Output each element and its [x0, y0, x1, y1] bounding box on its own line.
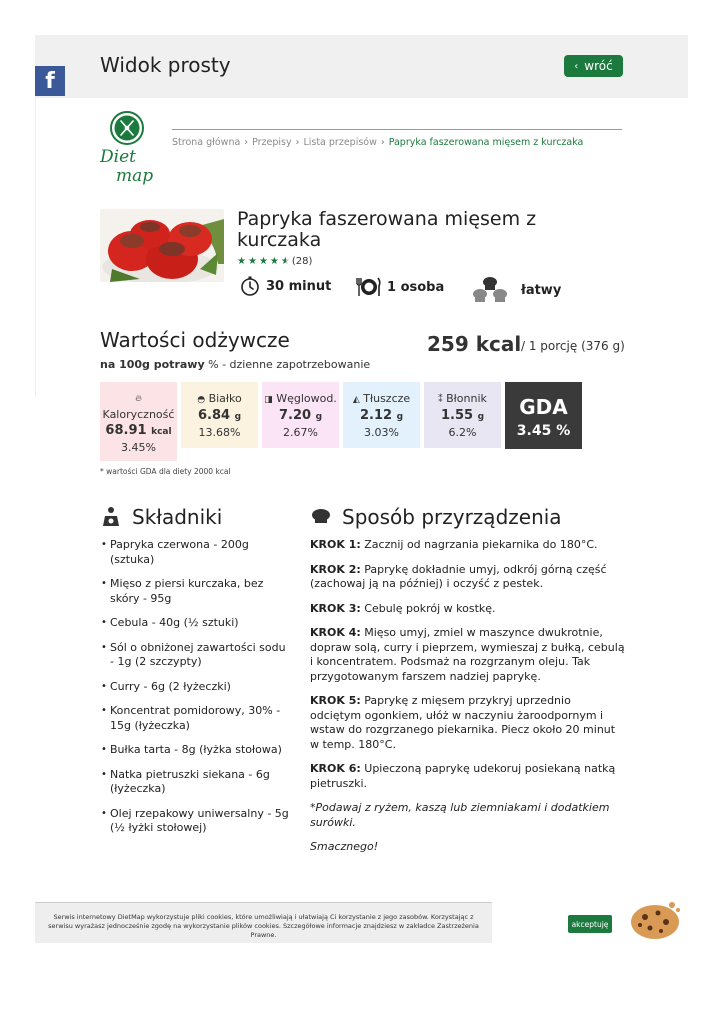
- nutrient-percent: 13.68%: [198, 426, 241, 439]
- ingredient-item: • Papryka czerwona - 200g (sztuka): [100, 538, 290, 567]
- ingredients-title: Składniki: [132, 505, 223, 529]
- step-item: KROK 4: Mięso umyj, zmiel w maszynce dwukrotnie, dopraw solą, curry i pieprzem, wymieszaj z bułką, cebulą i koncentratem. Podsmaż na rozgrzanym oleju. Tak przygotowanym farszem nadziej paprykę.: [310, 626, 625, 683]
- nutrient-value: 2.12 g: [359, 408, 404, 423]
- nutrient-percent: 2.67%: [283, 426, 318, 439]
- logo-text-diet: Diet: [100, 147, 136, 167]
- cookie-icon: [628, 900, 683, 942]
- ingredients-list: [100, 538, 290, 846]
- ingredient-item: • Koncentrat pomidorowy, 30% - 15g (łyżeczka): [100, 704, 290, 733]
- drop-icon: ◭: [352, 395, 360, 405]
- step-item: KROK 2: Paprykę dokładnie umyj, odkrój górną część (zachowaj ją na później) i oczyść z pestek.: [310, 562, 607, 590]
- chef-hat-icon: [310, 506, 332, 528]
- top-bar: [35, 35, 688, 98]
- nutrient-percent: 3.45%: [121, 441, 156, 454]
- chevron-right-icon: ›: [295, 137, 300, 148]
- star-icon[interactable]: ★: [237, 256, 246, 267]
- gda-footnote: * wartości GDA dla diety 2000 kcal: [100, 467, 231, 476]
- ingredient-item: • Natka pietruszki siekana - 6g (łyżeczka): [100, 768, 290, 797]
- nutrient-value: 6.84 g: [197, 408, 242, 423]
- closing-text: Smacznego!: [310, 840, 379, 853]
- nutrient-value: 1.55 g: [440, 408, 485, 423]
- star-icon[interactable]: ★: [258, 256, 268, 267]
- nutrient-label: ◭ Tłuszcze: [352, 392, 411, 405]
- nutrient-label: ◓ Białko: [197, 392, 242, 405]
- nutrient-value: 68.91 kcal: [105, 423, 172, 438]
- ingredient-item: • Mięso z piersi kurczaka, bez skóry - 95g: [100, 577, 290, 606]
- rating-count: (28): [291, 256, 313, 267]
- kcal-total: 259 kcal: [427, 332, 522, 356]
- prep-time-value: 30 minut: [266, 278, 332, 294]
- star-icon[interactable]: ★: [269, 256, 279, 267]
- nutrient-card-calories: [100, 382, 177, 461]
- accept-cookies-button[interactable]: akceptuję: [568, 915, 612, 933]
- rating[interactable]: [237, 256, 312, 267]
- breadcrumb-current[interactable]: Papryka faszerowana mięsem z kurczaka: [388, 137, 584, 148]
- nutrient-percent: 3.03%: [364, 426, 399, 439]
- ingredient-item: • Sól o obniżonej zawartości sodu - 1g (2 szczypty): [100, 641, 290, 670]
- divider: [35, 96, 36, 396]
- wheat-icon: ⁑: [438, 395, 443, 405]
- prep-time: [240, 276, 331, 296]
- bread-icon: ◨: [264, 395, 273, 405]
- facebook-icon[interactable]: f: [35, 66, 65, 96]
- nutrient-card-fiber: [424, 382, 501, 448]
- step-item: KROK 5: Paprykę z mięsem przykryj uprzednio odciętym ogonkiem, ułóż w naczyniu żaroodpornym i wstaw do rozgrzanego piekarnika. Piecz około 20 minut w temp. 180°C.: [310, 694, 616, 751]
- servings: [355, 276, 444, 298]
- preparation-title: Sposób przyrządzenia: [342, 505, 562, 529]
- nutrient-card-carbs: [262, 382, 339, 448]
- bowl-icon: ◓: [197, 395, 206, 405]
- servings-value: 1 osoba: [387, 279, 445, 295]
- nutrient-card-fat: [343, 382, 420, 448]
- chef-hats-icon: [471, 276, 509, 304]
- step-item: KROK 3: Cebulę pokrój w kostkę.: [310, 601, 496, 615]
- per-100g-note: na 100g potrawy % - dzienne zapotrzebowanie: [100, 358, 371, 371]
- nutrient-value: 7.20 g: [278, 408, 323, 423]
- nutrient-label: ⁑ Błonnik: [438, 392, 487, 405]
- recipe-title: Papryka faszerowana mięsem z kurczaka: [237, 208, 537, 251]
- ingredients-heading: [100, 505, 222, 529]
- cookie-banner: Serwis internetowy DietMap wykorzystuje pliki cookies, które umożliwiają i ułatwiają Ci korzystanie z jego zasobów. Korzystając z serwisu wyrażasz jednocześnie zgodę na wykorzystanie plików cookies. Szczegółowe informacje znajdziesz w zakładce Zastrzeżenia Prawne.: [35, 902, 492, 943]
- dietmap-logo[interactable]: [98, 110, 164, 188]
- star-icon[interactable]: ★: [247, 256, 257, 267]
- back-button[interactable]: [564, 55, 623, 77]
- serving-tip: *Podawaj z ryżem, kaszą lub ziemniakami i dodatkiem surówki.: [310, 801, 610, 829]
- difficulty-value: łatwy: [521, 282, 562, 298]
- nutrient-label: Kaloryczność: [102, 408, 175, 421]
- step-item: KROK 6: Upieczoną paprykę udekoruj posiekaną natką pietruszki.: [310, 762, 616, 790]
- ingredient-item: • Curry - 6g (2 łyżeczki): [100, 680, 290, 695]
- preparation-heading: [310, 505, 562, 529]
- ingredient-item: • Olej rzepakowy uniwersalny - 5g (½ łyżki stołowej): [100, 807, 290, 836]
- chevron-right-icon: ›: [244, 137, 249, 148]
- nutrient-percent: 6.2%: [448, 426, 477, 439]
- gda-value: 3.45 %: [516, 423, 571, 439]
- nutrient-card-protein: [181, 382, 258, 448]
- preparation-steps: [310, 538, 625, 865]
- ingredient-item: • Cebula - 40g (½ sztuki): [100, 616, 290, 631]
- stopwatch-icon: [240, 276, 260, 296]
- star-half-icon[interactable]: ★: [280, 256, 290, 267]
- back-button-label: wróć: [584, 59, 613, 73]
- breadcrumb-recipe-list[interactable]: Lista przepisów: [303, 137, 377, 148]
- nutrition-title: Wartości odżywcze: [100, 328, 290, 352]
- ingredient-item: • Bułka tarta - 8g (łyżka stołowa): [100, 743, 290, 758]
- chevron-right-icon: ›: [380, 137, 385, 148]
- breadcrumb: [172, 137, 583, 148]
- scale-icon: [100, 506, 122, 528]
- gda-label: GDA: [519, 395, 568, 419]
- breadcrumb-recipes[interactable]: Przepisy: [252, 137, 292, 148]
- step-item: KROK 1: Zacznij od nagrzania piekarnika do 180°C.: [310, 538, 598, 551]
- logo-text-map: map: [116, 166, 154, 186]
- breadcrumb-home[interactable]: Strona główna: [172, 137, 241, 148]
- recipe-photo: [100, 209, 224, 282]
- page-title: Widok prosty: [100, 53, 231, 77]
- chevron-left-icon: ‹: [574, 60, 579, 72]
- breadcrumb-divider: [172, 129, 622, 130]
- kcal-per-portion: / 1 porcję (376 g): [521, 339, 625, 353]
- gda-card: [505, 382, 582, 449]
- flame-icon: 🔥︎: [135, 394, 142, 404]
- plate-cutlery-icon: [355, 276, 381, 298]
- nutrient-label: ◨ Węglowod.: [264, 392, 337, 405]
- difficulty: [471, 276, 561, 304]
